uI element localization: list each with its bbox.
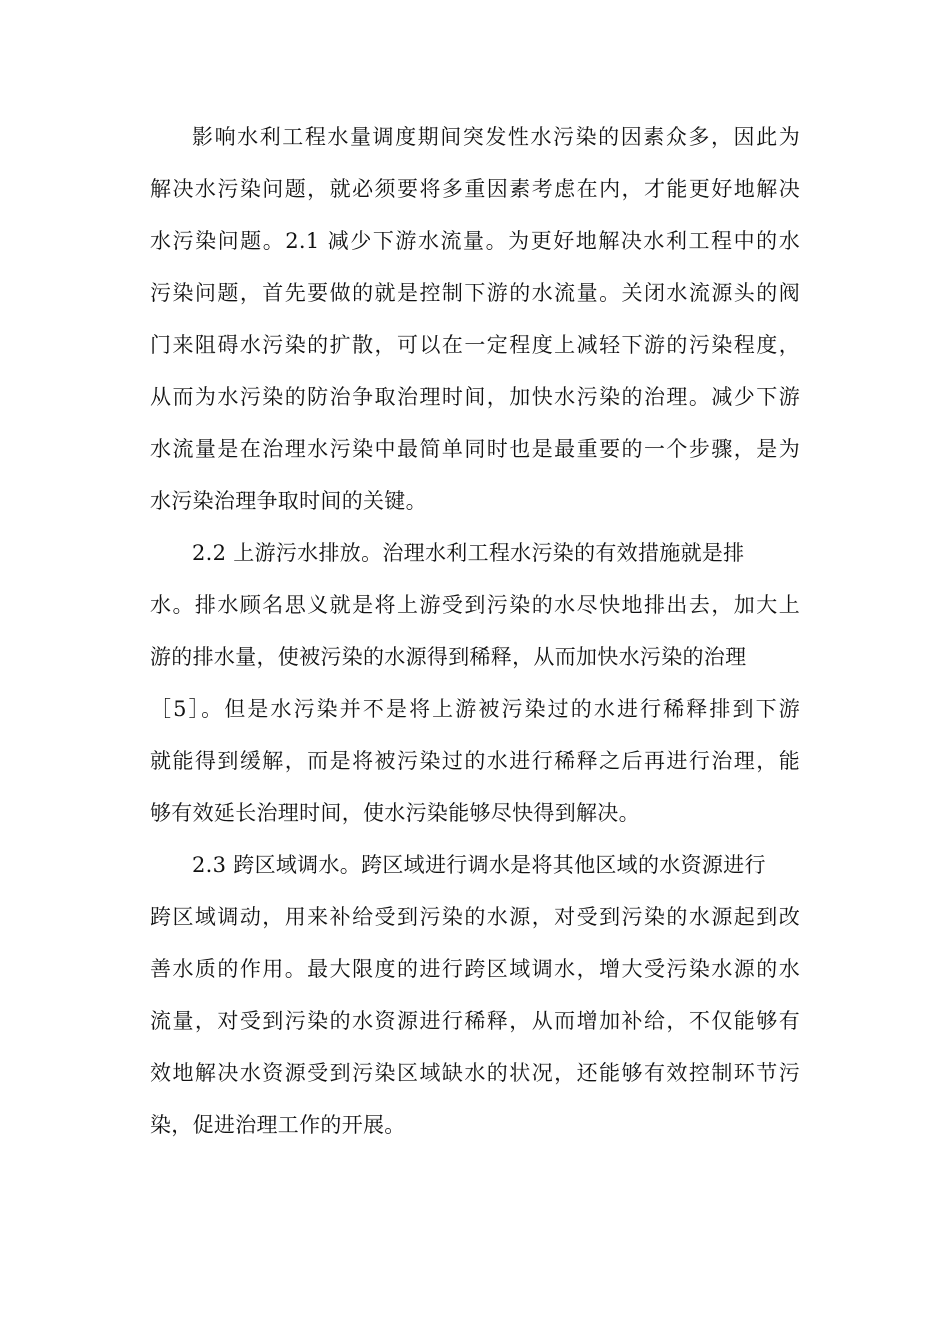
paragraph-line: ［5］。但是水污染并不是将上游被污染过的水进行稀释排到下游 — [150, 697, 800, 721]
document-body — [150, 111, 800, 1151]
paragraph-line: 从而为水污染的防治争取治理时间，加快水污染的治理。减少下游 — [150, 385, 800, 409]
paragraph-line: 跨区域调动，用来补给受到污染的水源，对受到污染的水源起到改 — [150, 905, 800, 929]
paragraph-line: 染，促进治理工作的开展。 — [150, 1113, 406, 1137]
paragraph-2 — [150, 527, 800, 839]
paragraph-line: 善水质的作用。最大限度的进行跨区域调水，增大受污染水源的水 — [150, 957, 800, 981]
paragraph-line: 就能得到缓解，而是将被污染过的水进行稀释之后再进行治理，能 — [150, 749, 800, 773]
paragraph-line: 污染问题，首先要做的就是控制下游的水流量。关闭水流源头的阀 — [150, 281, 800, 305]
paragraph-line: 解决水污染问题，就必须要将多重因素考虑在内，才能更好地解决 — [150, 177, 800, 201]
paragraph-line: 水。排水顾名思义就是将上游受到污染的水尽快地排出去，加大上 — [150, 593, 800, 617]
paragraph-line: 流量，对受到污染的水资源进行稀释，从而增加补给，不仅能够有 — [150, 1009, 800, 1033]
paragraph-line: 水污染治理争取时间的关键。 — [150, 489, 427, 513]
paragraph-line: 水流量是在治理水污染中最简单同时也是最重要的一个步骤，是为 — [150, 437, 800, 461]
paragraph-line: 2.3 跨区域调水。跨区域进行调水是将其他区域的水资源进行 — [192, 853, 766, 877]
paragraph-line: 2.2 上游污水排放。治理水利工程水污染的有效措施就是排 — [192, 541, 745, 565]
paragraph-line: 影响水利工程水量调度期间突发性水污染的因素众多，因此为 — [192, 125, 800, 149]
paragraph-line: 水污染问题。2.1 减少下游水流量。为更好地解决水利工程中的水 — [150, 229, 800, 253]
paragraph-line: 门来阻碍水污染的扩散，可以在一定程度上减轻下游的污染程度， — [150, 333, 800, 357]
paragraph-line: 游的排水量，使被污染的水源得到稀释，从而加快水污染的治理 — [150, 645, 747, 669]
paragraph-3 — [150, 839, 800, 1151]
paragraph-1 — [150, 111, 800, 527]
paragraph-line: 够有效延长治理时间，使水污染能够尽快得到解决。 — [150, 801, 640, 825]
paragraph-line: 效地解决水资源受到污染区域缺水的状况，还能够有效控制环节污 — [150, 1061, 800, 1085]
